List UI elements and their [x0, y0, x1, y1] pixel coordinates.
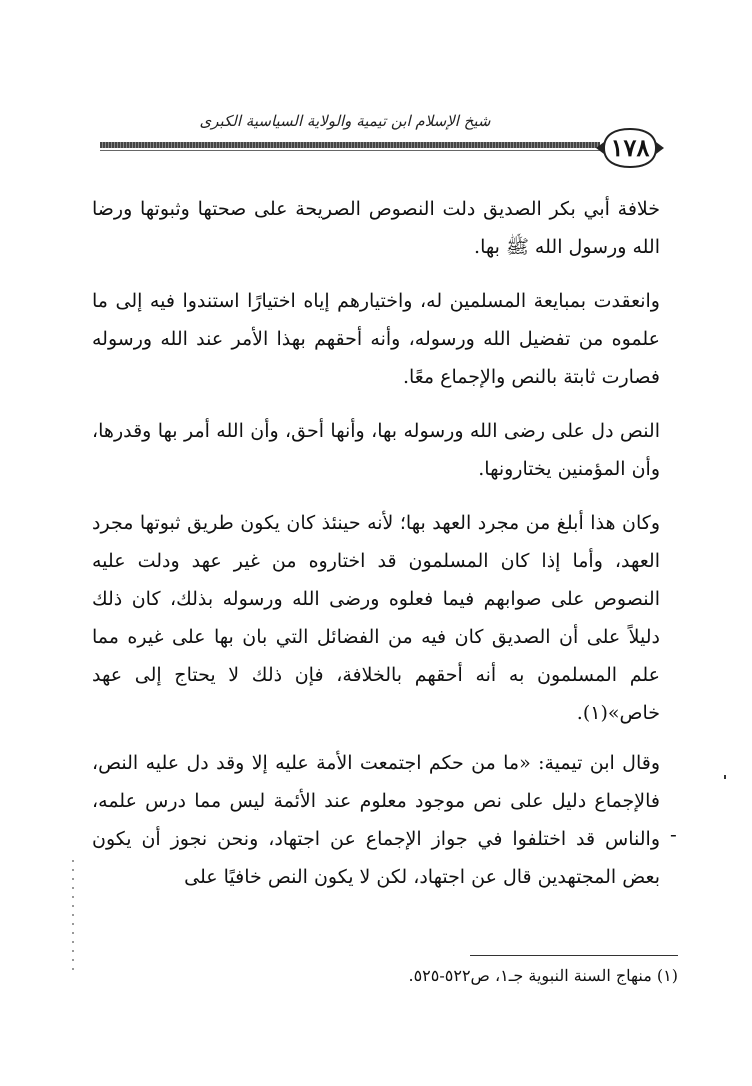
footnote: (١) منهاج السنة النبوية جـ١، ص٥٢٢-٥٢٥. — [408, 966, 678, 985]
paragraph-5: وقال ابن تيمية: «ما من حكم اجتمعت الأمة عليه إلا وقد دل عليه النص، فالإجماع دليل على نص موجود معلوم عند الأئمة ليس مما درس علمه، والناس قد اختلفوا في جواز الإجماع عن اجتهاد، ونحن نجوز أن يكون بعض المجتهدين قال عن اجتهاد، لكن لا يكون النص خافيًا على — [92, 752, 660, 888]
header-rule — [100, 142, 600, 148]
running-header-title: شيخ الإسلام ابن تيمية والولاية السياسية الكبرى — [199, 112, 491, 130]
quote-dash: - — [670, 822, 677, 846]
page-number: ١٧٨ — [610, 133, 650, 162]
page-number-badge — [594, 126, 666, 170]
header-rule-thin — [100, 150, 600, 151]
paragraph-3: النص دل على رضى الله ورسوله بها، وأنها أحق، وأن الله أمر بها وقدرها، وأن المؤمنين يختارونها. — [92, 420, 660, 480]
margin-mark — [724, 775, 726, 779]
paragraph-4: وكان هذا أبلغ من مجرد العهد بها؛ لأنه حينئذ كان يكون طريق ثبوتها مجرد العهد، وأما إذا كان المسلمون قد اختاروه من غير عهد ودلت عليه النصوص على صوابهم فيما فعلوه ورضى الله ورسوله بذلك، كان ذلك دليلاً على أن الصديق كان فيه من الفضائل التي بان بها على غيره مما علم المسلمون به أنه أحقهم بالخلافة، فإن ذلك لا يحتاج إلى عهد خاص»(١). — [92, 512, 660, 724]
main-text — [92, 190, 660, 912]
footnote-rule — [470, 955, 678, 956]
margin-dots — [72, 860, 74, 970]
paragraph-2: وانعقدت بمبايعة المسلمين له، واختيارهم إياه اختيارًا استندوا فيه إلى ما علموه من تفضيل الله ورسوله، وأنه أحقهم بهذا الأمر عند الله ورسوله فصارت ثابتة بالنص والإجماع معًا. — [92, 290, 660, 388]
paragraph-1: خلافة أبي بكر الصديق دلت النصوص الصريحة على صحتها وثبوتها ورضا الله ورسول الله ﷺ بها. — [92, 198, 660, 258]
